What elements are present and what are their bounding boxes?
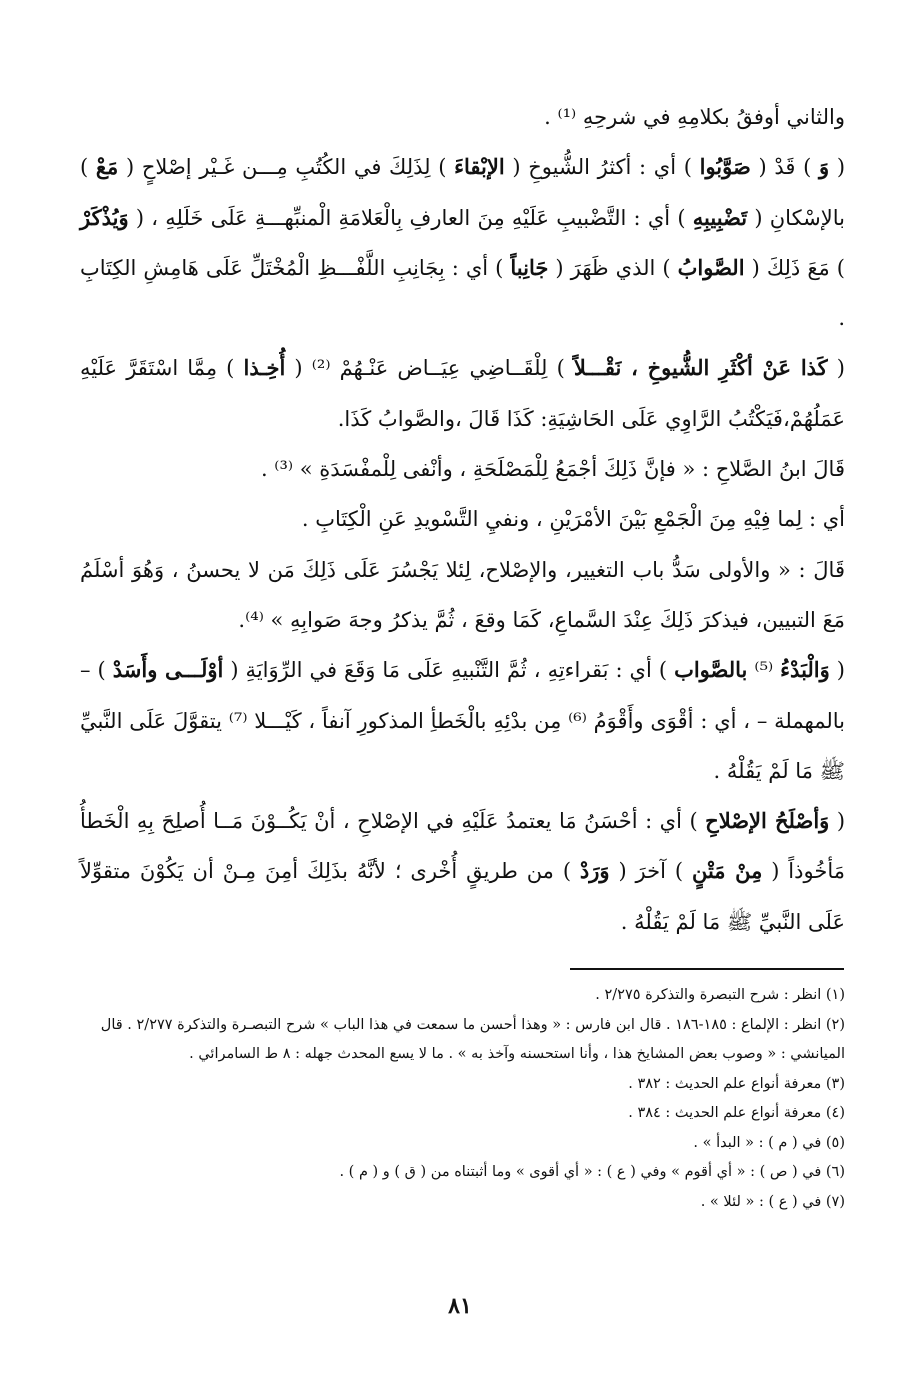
footnote-3: (٣) معرفة أنواع علم الحديث : ٣٨٢ . — [628, 1075, 845, 1092]
p7-term-awla: أوْلَـــى وأَسَدْ — [112, 657, 224, 683]
main-text — [80, 92, 845, 947]
p2-mid2: ) أي : أكثرُ الشُّيوخِ ( — [504, 155, 700, 180]
p7-term-bad: وَالْبَدْءُ — [780, 657, 830, 683]
page-number: ٨١ — [448, 1293, 472, 1319]
p2-rest1: ) لِذَلِكَ في الكُتُبِ مِـــن غَـيْر إصْلاحٍ ( — [118, 155, 455, 180]
p8-rest: ) من طريقٍ أُخْرى ؛ لأنَّهُ بذَلِكَ أمِنَ مِـنْ أن يَكُوْنَ متقوِّلاً عَلَى النَّبيِّ ﷺ مَا لَمْ يَقُلْهُ . — [80, 859, 845, 934]
p8-term-aslah: وَأصْلَحُ الإصْلاحِ — [705, 808, 830, 834]
paragraph-3 — [80, 343, 845, 444]
footnote-7: (٧) في ( ع ) : « لئلا » . — [700, 1193, 845, 1210]
paragraph-7 — [80, 645, 845, 796]
p2-rest2: ) بالإسْكانِ ( — [80, 155, 845, 230]
p8-term-warad: وَرَدْ — [579, 858, 610, 884]
p2-term-sawab: الصَّوابُ — [677, 254, 745, 280]
p3-mid: ) لِلْقَــاضِي عِيَــاض عَنْـهُمْ ⁽²⁾ ( — [285, 356, 574, 381]
footnote-separator — [570, 968, 844, 970]
p2-rest5: ) الذي ظَهَرَ ( — [548, 255, 678, 280]
p2-term-wa: وَ — [818, 154, 830, 180]
p7-mid1: ⁽⁵⁾ — [747, 658, 781, 683]
p7-rest: ) – بالمهملة – ، أي : أقْوَى وأَقْوَمُ ⁽⁶⁾ مِن بدْئِهِ بالْخَطأِ المذكورِ آنفاً ، كَيْـــلا ⁽⁷⁾ يتقوَّلَ عَلَى النَّبيِّ ﷺ مَا لَمْ يَقُلْهُ . — [80, 658, 845, 783]
p2-term-tadbib: تَضْبِيبِهِ — [692, 204, 748, 230]
p3-term-ukhidha: أُخِـذا — [243, 355, 286, 381]
footnote-2: (٢) انظر : الإلماع : ١٨٥-١٨٦ . قال ابن فارس : « وهذا أحسن ما سمعت في هذا الباب » شرح التبصـرة والتذكرة ٢/٢٧٧ . قال الميانشي : « وصوب بعض المشايخ هذا ، وأنا استحسنه وآخذ به » . ما لا يسع المحدث جهله : ٨ ط السامرائي . — [100, 1016, 845, 1062]
paragraph-1 — [80, 92, 845, 142]
paragraph-6 — [80, 545, 845, 646]
p8-mid1: ) أي : أحْسَنُ مَا يعتمدُ عَلَيْهِ في الإصْلاحِ ، أنْ يَكُــوْنَ مَــا أُصلِحَ بِهِ الْخَطأُ مَأخُوذاً ( — [80, 809, 845, 884]
p2-term-sawwabu: صَوَّبُوا — [699, 154, 751, 180]
paragraph-4 — [80, 444, 845, 494]
paragraph-4-text: قَالَ ابنُ الصَّلاحِ : « فإنَّ ذَلِكَ أجْمَعُ لِلْمَصْلَحَةِ ، وأنْفى لِلْمفْسَدَةِ » ⁽³⁾ . — [260, 457, 845, 482]
p2-rest6: ) أي : بِجَانِبِ اللَّفْـــظِ الْمُخْتَلِّ عَلَى هَامِشِ الكِتَابِ . — [80, 255, 845, 331]
p2-mid1: ) قَدْ ( — [750, 155, 819, 180]
paragraph-8 — [80, 796, 845, 947]
footnote-4: (٤) معرفة أنواع علم الحديث : ٣٨٤ . — [628, 1105, 845, 1121]
p3-open: ( — [827, 356, 845, 381]
p7-open: ( — [829, 658, 845, 683]
p2-open: ( — [829, 155, 846, 180]
p3-rest: ) مِمَّا اسْتَقَرَّ عَلَيْهِ عَمَلُهُمْ،فَيَكْتُبُ الرَّاوِي عَلَى الحَاشِيَةِ: كَذَا قَالَ ،والصَّوابُ كَذَا. — [80, 356, 845, 431]
p2-term-yudhkar: وَيُذْكَرْ — [80, 204, 129, 230]
paragraph-5-text: أي : لِما فِيْهِ مِنَ الْجَمْعِ بَيْنَ الأمْرَيْنِ ، ونفيِ التَّسْويدِ عَنِ الْكِتَابِ . — [301, 507, 845, 532]
p8-open: ( — [829, 809, 846, 834]
p8-term-matn: مِنْ مَتْنٍ — [691, 858, 763, 884]
p2-term-janiban: جَانِباً — [510, 254, 549, 280]
paragraph-5 — [80, 494, 845, 544]
p7-term-sawab: بالصَّواب — [674, 657, 748, 683]
footnote-6: (٦) في ( ص ) : « أي أقوم » وفي ( ع ) : « أي أقوى » وما أثبتناه من ( ق ) و ( م ) . — [339, 1164, 845, 1180]
p2-rest3: ) أي : التَّضْبيبِ عَلَيْهِ مِنَ العارفِ بِالْعَلامَةِ الْمنبِّهـــةِ عَلَى خَلَلِهِ ، ( — [128, 205, 693, 230]
p2-term-maa: مَعْ — [95, 154, 119, 180]
paragraph-6-text: قَالَ : « والأولى سَدُّ باب التغيير، والإصْلاح، لِئلا يَجْسُرَ عَلَى ذَلِكَ مَن لا يحسنُ ، وَهُوَ أسْلَمُ مَعَ التبيين، فيذكرَ ذَلِكَ عِنْدَ السَّماعِ، كَمَا وقعَ ، ثُمَّ يذكرُ وجهَ صَوابِهِ » ⁽⁴⁾. — [80, 557, 845, 632]
p8-mid2: ) آخرَ ( — [609, 859, 692, 884]
footnote-1: (١) انظر : شرح التبصرة والتذكرة ٢/٢٧٥ . — [595, 987, 845, 1003]
paragraph-2 — [80, 142, 845, 343]
paragraph-1-text: والثاني أوفقُ بكلامِهِ في شرحِهِ ⁽¹⁾ . — [544, 105, 845, 129]
p3-term-kadha: كَذا عَنْ أكْثَرِ الشُّيوخِ ، نَقْـــلاً — [573, 355, 828, 381]
footnotes — [80, 981, 845, 1217]
p7-mid2: ) أي : بَقراءتِهِ ، ثُمَّ التَّنْبيهِ عَلَى مَا وَقَعَ في الرِّوَايَةِ ( — [223, 658, 675, 683]
p2-term-ibqa: الإبْقاءَ — [454, 154, 505, 180]
footnote-5: (٥) في ( م ) : « البدأ » . — [693, 1134, 845, 1151]
p2-rest4: ) مَعَ ذَلِكَ ( — [744, 255, 845, 280]
